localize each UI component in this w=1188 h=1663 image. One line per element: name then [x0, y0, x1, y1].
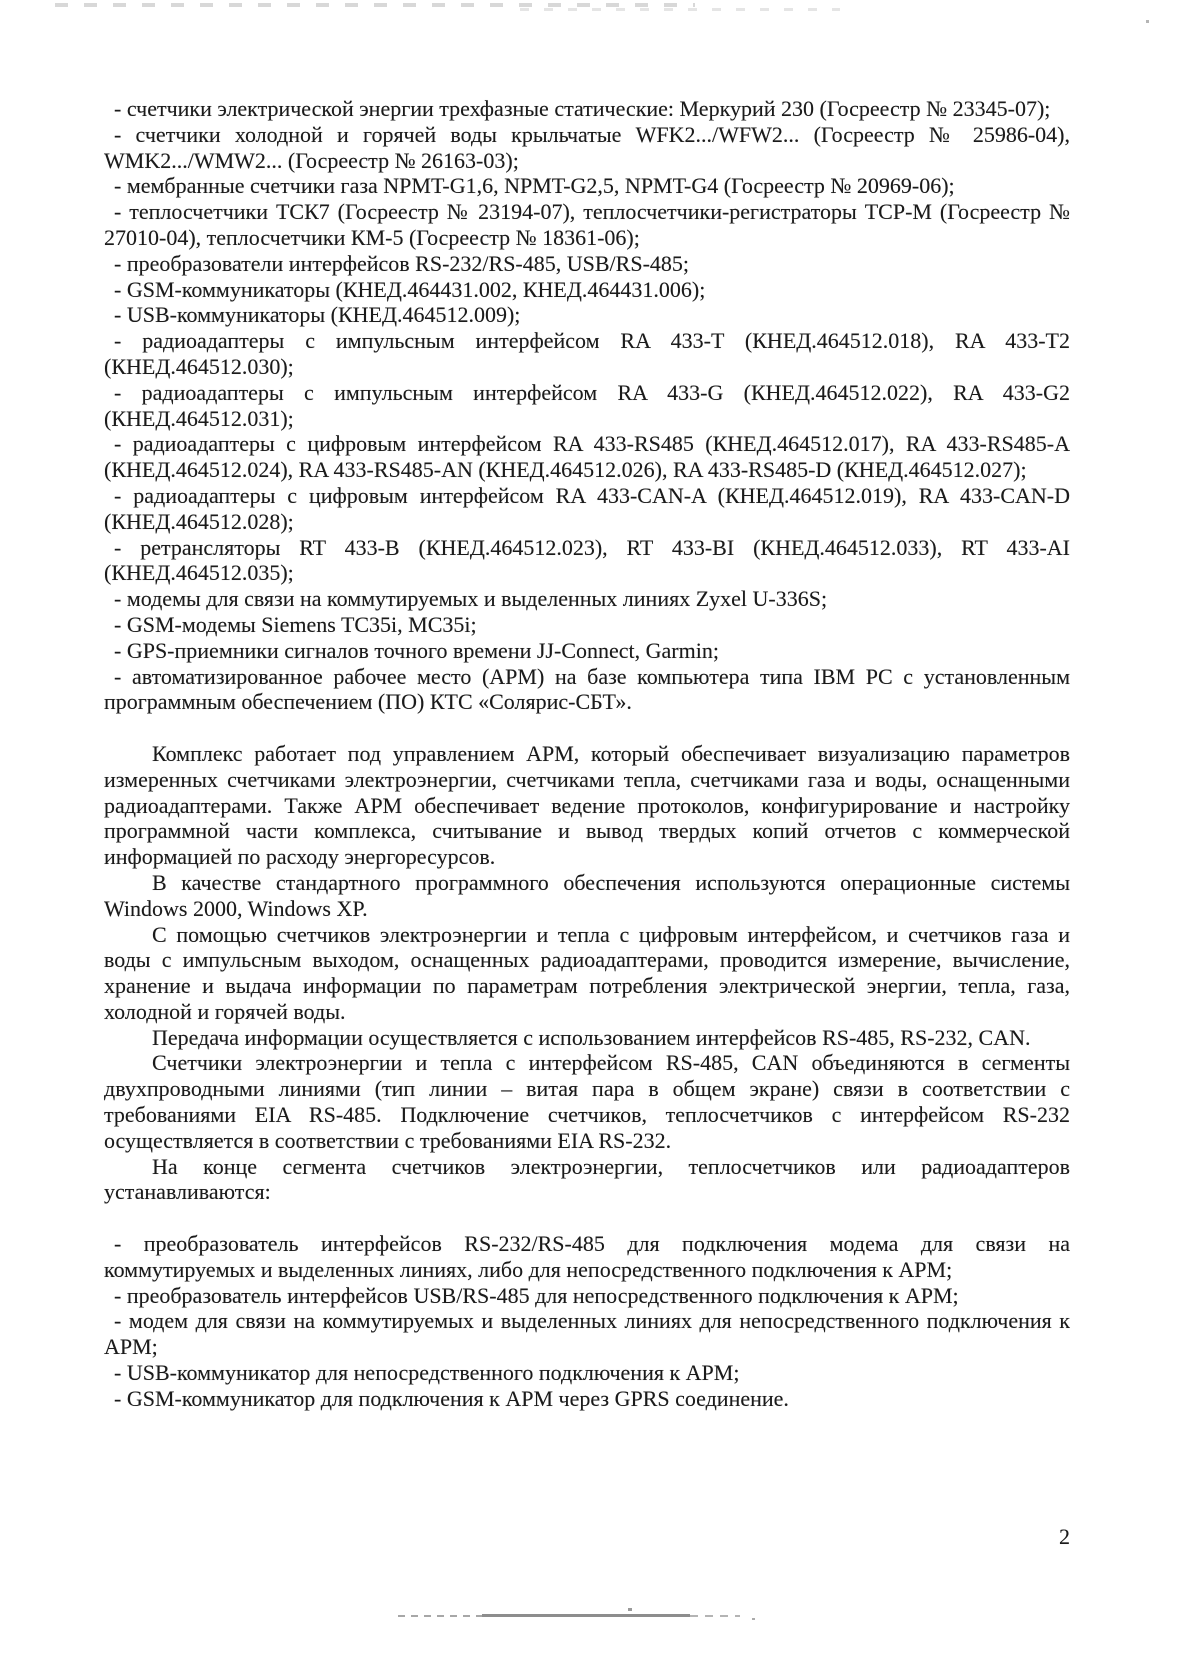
list-item: - GPS-приемники сигналов точного времени JJ-Connect, Garmin; [114, 637, 719, 663]
list-item: - USB-коммуникаторы (КНЕД.464512.009); [114, 302, 521, 328]
list-item: - автоматизированное рабочее место (АРМ) на базе компьютера типа IBM PC с установленным программным обеспечением (ПО) КТС «Солярис-СБТ». [104, 663, 1070, 715]
paragraph: Счетчики электроэнергии и тепла с интерфейсом RS-485, CAN объединяются в сегменты двухпроводными линиями (тип линии – витая пара в общем экране) связи в соответствии с требованиями EIA RS-485. Подключение счетчиков, теплосчетчиков с интерфейсом RS-232 осуществляется в соответствии с требованиями EIA RS-232. [104, 1050, 1070, 1153]
list-item: - преобразователь интерфейсов USB/RS-485 для непосредственного подключения к АРМ; [114, 1282, 959, 1308]
installed-equipment-list [104, 1231, 1070, 1412]
list-item: - преобразователи интерфейсов RS-232/RS-485, USB/RS-485; [114, 250, 690, 276]
list-item: - модем для связи на коммутируемых и выделенных линиях для непосредственного подключения к АРМ; [104, 1308, 1070, 1360]
list-item: - модемы для связи на коммутируемых и выделенных линиях Zyxel U-336S; [114, 586, 828, 612]
scan-artifact-speck [628, 1608, 632, 1611]
list-item: - преобразователь интерфейсов RS-232/RS-485 для подключения модема для связи на коммутируемых и выделенных линиях, либо для непосредственного подключения к АРМ; [104, 1231, 1070, 1282]
list-item: - GSM-модемы Siemens TC35i, MC35i; [114, 611, 477, 637]
body-paragraphs [104, 741, 1070, 1205]
paragraph: Комплекс работает под управлением АРМ, который обеспечивает визуализацию параметров измеренных счетчиками электроэнергии, счетчиками тепла, счетчиками газа и воды, оснащенными радиоадаптерами. Также АРМ обеспечивает ведение протоколов, конфигурирование и настройку программной части комплекса, считывание и вывод твердых копий отчетов с коммерческой информацией по расходу энергоресурсов. [104, 740, 1070, 870]
list-item: - радиоадаптеры с цифровым интерфейсом RA 433-RS485 (КНЕД.464512.017), RA 433-RS485-A (КНЕД.464512.024), RA 433-RS485-AN (КНЕД.464512.026), RA 433-RS485-D (КНЕД.464512.027); [104, 431, 1070, 483]
scan-artifact-speck [1146, 20, 1149, 23]
list-item: - GSM-коммуникаторы (КНЕД.464431.002, КНЕД.464431.006); [114, 276, 706, 302]
list-item: - ретрансляторы RT 433-B (КНЕД.464512.023), RT 433-BI (КНЕД.464512.033), RT 433-AI (КНЕД.464512.035); [104, 534, 1070, 586]
list-item: - радиоадаптеры с импульсным интерфейсом RA 433-T (КНЕД.464512.018), RA 433-T2 (КНЕД.464512.030); [104, 328, 1070, 379]
scan-artifact-top [55, 3, 695, 7]
paragraph: С помощью счетчиков электроэнергии и тепла с цифровым интерфейсом, и счетчиков газа и воды с импульсным выходом, оснащенных радиоадаптерами, проводится измерение, вычисление, хранение и выдача информации по параметрам потребления электрической энергии, тепла, газа, холодной и горячей воды. [104, 921, 1070, 1024]
scan-artifact-speck [752, 1618, 755, 1620]
paragraph: На конце сегмента счетчиков электроэнергии, теплосчетчиков или радиоадаптеров устанавливаются: [104, 1153, 1070, 1205]
list-item: - теплосчетчики ТСК7 (Госреестр № 23194-07), теплосчетчики-регистраторы ТСР-М (Госреестр № 27010-04), теплосчетчики КМ-5 (Госреестр № 18361-06); [104, 199, 1070, 250]
list-item: - мембранные счетчики газа NPMT-G1,6, NPMT-G2,5, NPMT-G4 (Госреестр № 20969-06); [114, 173, 955, 199]
list-item: - счетчики холодной и горячей воды крыльчатые WFK2.../WFW2... (Госреестр № 25986-04), WMK2.../WMW2... (Госреестр № 26163-03); [104, 121, 1070, 173]
equipment-list [104, 96, 1070, 715]
paragraph: Передача информации осуществляется с использованием интерфейсов RS-485, RS-232, CAN. [152, 1024, 1031, 1050]
list-item: - радиоадаптеры с импульсным интерфейсом RA 433-G (КНЕД.464512.022), RA 433-G2 (КНЕД.464512.031); [104, 379, 1070, 431]
page-content [104, 96, 1070, 1412]
scan-artifact-bottom [398, 1615, 482, 1617]
scan-artifact-bottom [482, 1614, 690, 1617]
paragraph: В качестве стандартного программного обеспечения используются операционные системы Windows 2000, Windows XP. [104, 869, 1070, 921]
scan-artifact-bottom [690, 1615, 740, 1617]
page-number: 2 [1059, 1524, 1070, 1549]
list-item: - GSM-коммуникатор для подключения к АРМ через GPRS соединение. [114, 1385, 789, 1411]
scan-artifact-top [520, 8, 840, 11]
list-item: - USB-коммуникатор для непосредственного подключения к АРМ; [114, 1360, 740, 1386]
list-item: - радиоадаптеры с цифровым интерфейсом RA 433-CAN-A (КНЕД.464512.019), RA 433-CAN-D (КНЕД.464512.028); [104, 482, 1070, 534]
list-item: - счетчики электрической энергии трехфазные статические: Меркурий 230 (Госреестр № 23345-07); [114, 96, 1051, 121]
